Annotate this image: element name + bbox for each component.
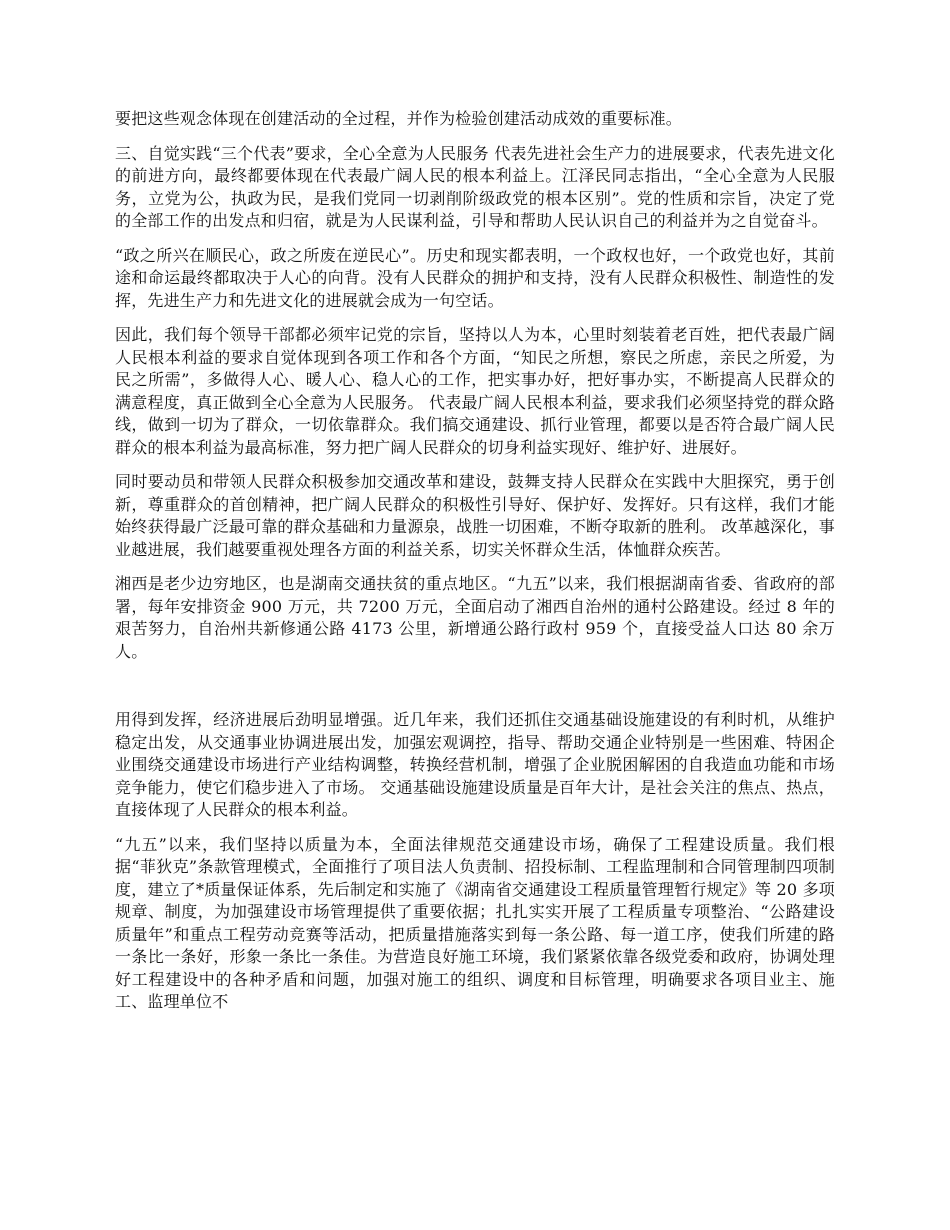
paragraph-three-represents: 三、自觉实践“三个代表”要求，全心全意为人民服务 代表先进社会生产力的进展要求，代表先进文化的前进方向，最终都要体现在代表最广阔人民的根本利益上。江泽民同志指出，“全心全意为人民服务，立党为公，执政为民，是我们党同一切剥削阶级政党的根本区别”。党的性质和宗旨，决定了党的全部工作的出发点和归宿，就是为人民谋利益，引导和帮助人民认识自己的利益并为之自觉奋斗。 [115,143,835,230]
paragraph-standard: 要把这些观念体现在创建活动的全过程，并作为检验创建活动成效的重要标准。 [115,109,683,128]
section-gap [115,675,835,709]
paragraph-xiangxi-roads: 湘西是老少边穷地区，也是湖南交通扶贫的重点地区。“九五”以来，我们根据湖南省委、省政府的部署，每年安排资金 900 万元，共 7200 万元，全面启动了湘西自治州的通村公路建设。经过 8 年的艰苦努力，自治州共新修通公路 4173 公里，新增通公路行政村 959 个，直接受益人口达 80 余万人。 [115,574,835,661]
paragraph-party-purpose: 因此，我们每个领导干部都必须牢记党的宗旨，坚持以人为本，心里时刻装着老百姓，把代表最广阔人民根本利益的要求自觉体现到各项工作和各个方面，“知民之所想，察民之所虑，亲民之所爱，为民之所需”，多做得人心、暖人心、稳人心的工作，把实事办好，把好事办实，不断提高人民群众的满意程度，真正做到全心全意为人民服务。 代表最广阔人民根本利益，要求我们必须坚持党的群众路线，做到一切为了群众，一切依靠群众。我们搞交通建设、抓行业管理，都要以是否符合最广阔人民群众的根本利益为最高标准，努力把广阔人民群众的切身利益实现好、维护好、进展好。 [115,325,835,457]
paragraph-construction-quality: “九五”以来，我们坚持以质量为本，全面法律规范交通建设市场，确保了工程建设质量。我们根据“菲狄克”条款管理模式，全面推行了项目法人负责制、招投标制、工程监理制和合同管理制四项制度，建立了*质量保证体系，先后制定和实施了《湖南省交通建设工程质量管理暂行规定》等 20 多项规章、制度，为加强建设市场管理提供了重要依据；扎扎实实开展了工程质量专项整治、“公路建设质量年”和重点工程劳动竞赛等活动，把质量措施落实到每一条公路、每一道工序，使我们所建的路一条比一条好，形象一条比一条佳。为营造良好施工环境，我们紧紧依靠各级党委和政府，协调处理好工程建设中的各种矛盾和问题，加强对施工的组织、调度和目标管理，明确要求各项目业主、施工、监理单位不 [115,834,835,1011]
paragraph-enterprise-reform: 用得到发挥，经济进展后劲明显增强。近几年来，我们还抓住交通基础设施建设的有利时机，从维护稳定出发，从交通事业协调进展出发，加强宏观调控，指导、帮助交通企业特别是一些困难、特困企业围绕交通建设市场进行产业结构调整，转换经营机制，增强了企业脱困解困的自我造血功能和市场竞争能力，使它们稳步进入了市场。 交通基础设施建设质量是百年大计，是社会关注的焦点、热点，直接体现了人民群众的根本利益。 [115,710,835,819]
document-page [115,108,835,1026]
paragraph-public-will: “政之所兴在顺民心，政之所废在逆民心”。历史和现实都表明，一个政权也好，一个政党也好，其前途和命运最终都取决于人心的向背。没有人民群众的拥护和支持，没有人民群众积极性、制造性的发挥，先进生产力和先进文化的进展就会成为一句空话。 [115,245,835,310]
paragraph-mobilize-masses: 同时要动员和带领人民群众积极参加交通改革和建设，鼓舞支持人民群众在实践中大胆探究，勇于创新，尊重群众的首创精神，把广阔人民群众的积极性引导好、保护好、发挥好。只有这样，我们才能始终获得最广泛最可靠的群众基础和力量源泉，战胜一切困难，不断夺取新的胜利。 改革越深化，事业越进展，我们越要重视处理各方面的利益关系，切实关怀群众生活，体恤群众疾苦。 [115,472,835,559]
